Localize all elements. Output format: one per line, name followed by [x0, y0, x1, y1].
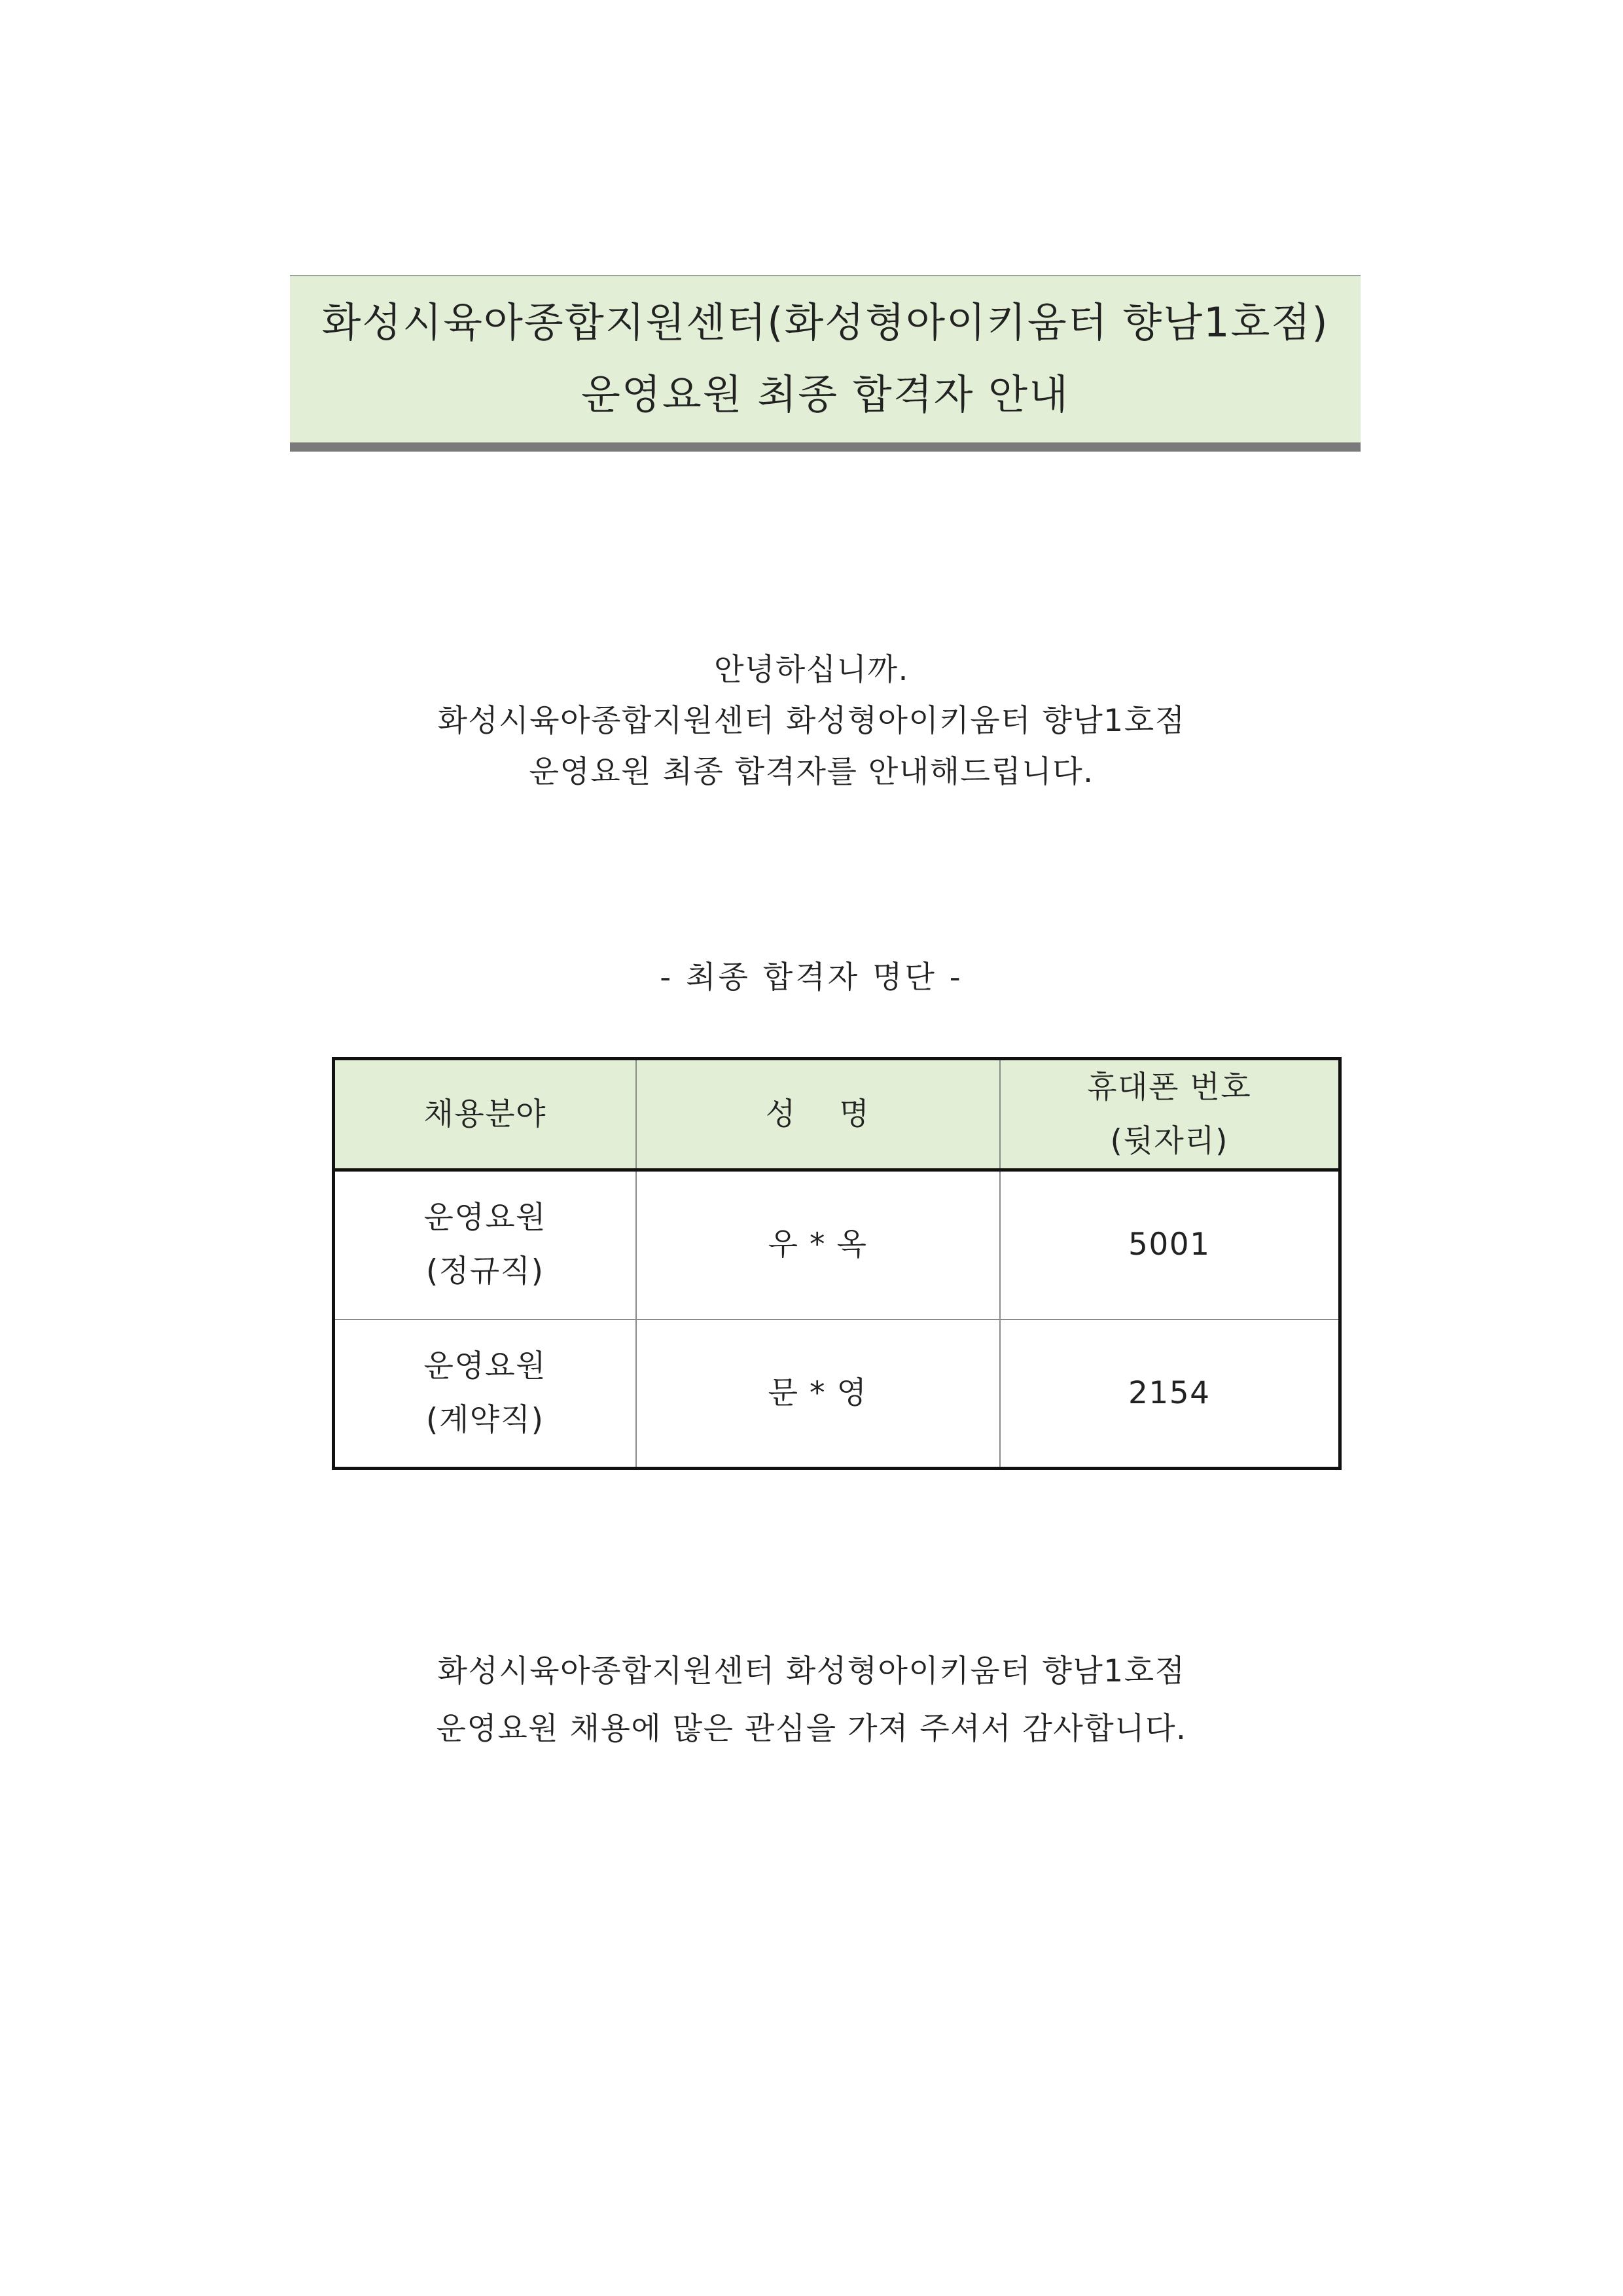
cell-field-line-2: (정규직) — [426, 1253, 544, 1290]
greeting-paragraph — [0, 645, 1623, 798]
table-row — [334, 1170, 1340, 1319]
cell-phone: 2154 — [1000, 1319, 1340, 1469]
header-phone-line-1: 휴대폰 번호 — [1087, 1069, 1252, 1105]
cell-field-line-1: 운영요원 — [423, 1348, 547, 1384]
cell-field-line-2: (계약직) — [426, 1401, 544, 1438]
header-phone — [1000, 1059, 1340, 1170]
table-row — [334, 1319, 1340, 1469]
greeting-line-1: 안녕하십니까. — [714, 652, 909, 688]
winner-table — [332, 1057, 1342, 1470]
cell-name: 문 * 영 — [636, 1319, 1000, 1469]
cell-field-line-1: 운영요원 — [423, 1200, 547, 1236]
header-name: 성 명 — [636, 1059, 1000, 1170]
closing-line-1: 화성시육아종합지원센터 화성형아이키움터 향남1호점 — [437, 1653, 1186, 1689]
cell-field — [334, 1319, 636, 1469]
cell-name: 우 * 옥 — [636, 1170, 1000, 1319]
table-header-row — [334, 1059, 1340, 1170]
title-underbar — [290, 442, 1361, 452]
closing-paragraph — [0, 1643, 1623, 1758]
closing-line-2: 운영요원 채용에 많은 관심을 가져 주셔서 감사합니다. — [436, 1711, 1187, 1747]
title-line-1: 화성시육아종합지원센터(화성형아이키움터 향남1호점) — [321, 298, 1329, 346]
winner-list-title: - 최종 합격자 명단 - — [660, 960, 963, 996]
title-line-2: 운영요원 최종 합격자 안내 — [581, 370, 1069, 418]
greeting-line-2: 화성시육아종합지원센터 화성형아이키움터 향남1호점 — [437, 703, 1186, 739]
header-field: 채용분야 — [334, 1059, 636, 1170]
cell-phone: 5001 — [1000, 1170, 1340, 1319]
header-phone-line-2: (뒷자리) — [1110, 1122, 1228, 1159]
greeting-line-3: 운영요원 최종 합격자를 안내해드립니다. — [529, 754, 1094, 790]
title-banner — [290, 275, 1361, 450]
cell-field — [334, 1170, 636, 1319]
